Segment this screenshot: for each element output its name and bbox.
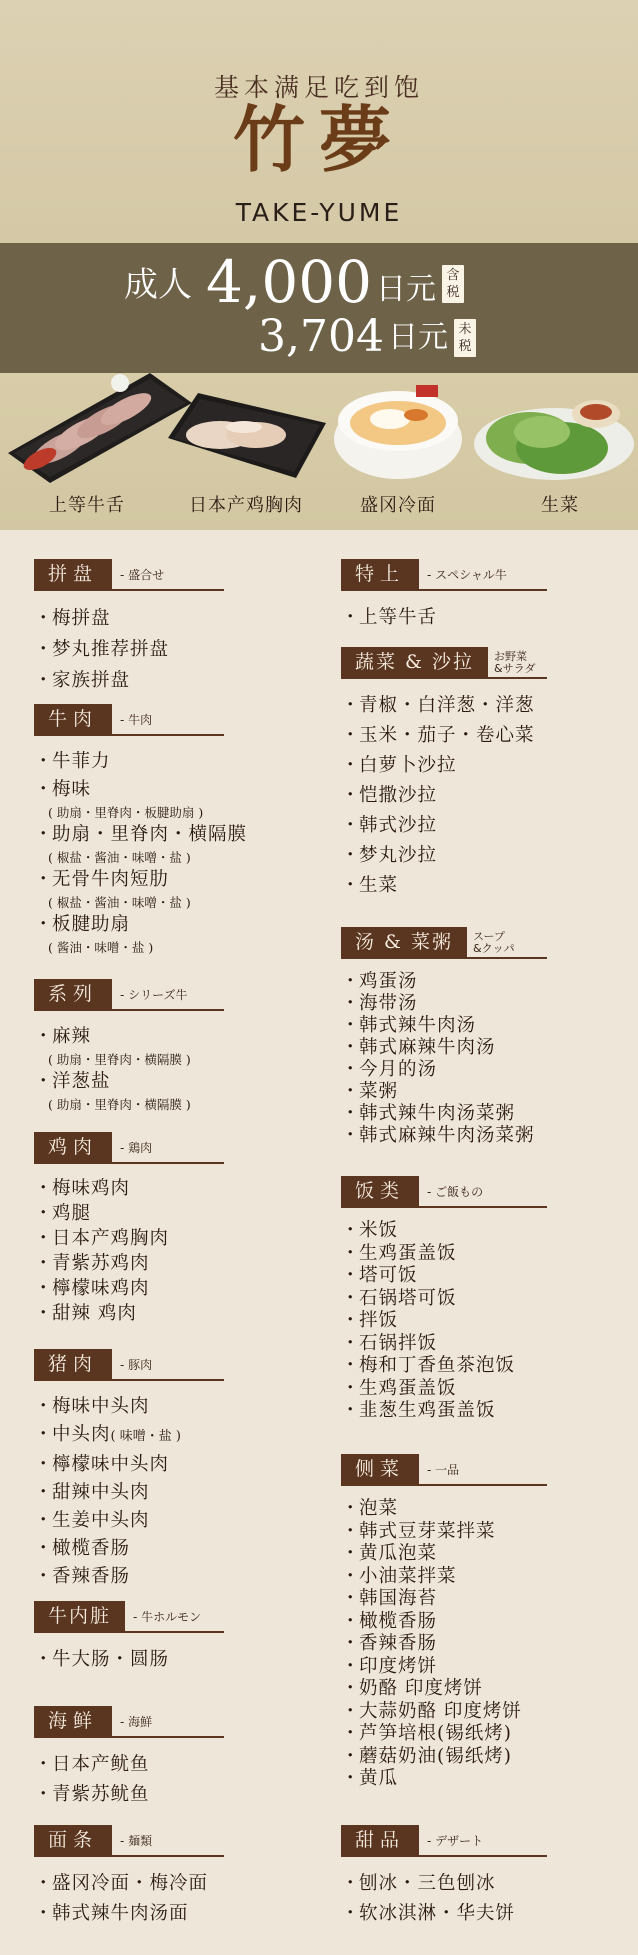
menu-item: ・韩式辣牛肉汤面 xyxy=(34,1903,189,1924)
menu-item: ・恺撒沙拉 xyxy=(341,785,438,806)
menu-item: ・梅味中头肉 xyxy=(34,1396,150,1417)
menu-item: ・日本产鱿鱼 xyxy=(34,1754,150,1775)
menu-item: ・橄榄香肠 xyxy=(341,1610,438,1632)
menu-item: ・梦丸沙拉 xyxy=(341,845,438,866)
menu-item: ・生鸡蛋盖饭 xyxy=(341,1377,457,1399)
photo-label-cold-noodles: 盛冈冷面 xyxy=(360,495,436,516)
menu-item: ・软冰淇淋・华夫饼 xyxy=(341,1903,516,1924)
tagline: 基本满足吃到饱 xyxy=(213,73,424,102)
menu-item: ・芦笋培根(锡纸烤) xyxy=(341,1723,512,1744)
menu-item: ・韩式豆芽菜拌菜 xyxy=(341,1520,496,1542)
section-seafood xyxy=(34,1707,224,1810)
price-incl-amount: 4,000 xyxy=(206,248,373,316)
menu-list xyxy=(341,1498,547,1791)
tax-included-badge: 含税 xyxy=(442,265,464,303)
menu-item: ・梅味 ( 助扇・里脊肉・板腱助扇 ) xyxy=(34,776,224,821)
menu-item: ・黄瓜泡菜 xyxy=(341,1543,438,1564)
section-title: 面条 xyxy=(34,1825,112,1856)
section-title: 侧菜 xyxy=(341,1454,419,1485)
section-title: 牛内脏 xyxy=(34,1601,125,1632)
section-subtitle: スープ &クッパ xyxy=(473,929,515,955)
cold-noodles-photo xyxy=(332,381,464,481)
menu-item: ・泡菜 xyxy=(341,1498,399,1519)
menu-item: ・黄瓜 xyxy=(341,1768,399,1789)
lettuce-photo xyxy=(470,388,636,488)
section-title: 猪肉 xyxy=(34,1349,112,1380)
menu-item: ・韩国海苔 xyxy=(341,1588,438,1609)
menu-item: ・香辣香肠 xyxy=(34,1566,131,1587)
tax-excluded-badge: 未税 xyxy=(454,319,476,357)
menu-item: ・牛大肠・圆肠 xyxy=(34,1649,170,1670)
menu-item: ・香辣香肠 xyxy=(341,1633,438,1654)
menu-list xyxy=(34,1750,224,1810)
menu-item: ・檸檬味中头肉 xyxy=(34,1454,170,1475)
section-rice xyxy=(341,1177,547,1423)
menu-item: ・檸檬味鸡肉 xyxy=(34,1278,150,1299)
section-subtitle: - 一品 xyxy=(427,1463,460,1477)
price-excl-amount: 3,704 xyxy=(258,311,384,362)
menu-item: ・梅和丁香鱼茶泡饭 xyxy=(341,1355,516,1376)
menu-item: ・家族拼盘 xyxy=(34,670,131,691)
section-chicken xyxy=(34,1133,224,1326)
section-title: 牛肉 xyxy=(34,704,112,735)
section-offal xyxy=(34,1602,224,1675)
menu-item: ・韭葱生鸡蛋盖饭 xyxy=(341,1400,496,1421)
menu-item: ・橄榄香肠 xyxy=(34,1538,131,1559)
section-subtitle: - 牛ホルモン xyxy=(133,1610,202,1624)
section-title: 饭类 xyxy=(341,1176,419,1207)
menu-item: ・青椒・白洋葱・洋葱 xyxy=(341,695,535,716)
price-band xyxy=(0,243,638,373)
section-subtitle: - デザート xyxy=(427,1834,484,1848)
item-note: ( 酱油・味噌・盐 ) xyxy=(48,940,154,955)
menu-item: ・菜粥 xyxy=(341,1081,399,1102)
section-subtitle: - 牛肉 xyxy=(120,713,153,727)
section-subtitle: - ご飯もの xyxy=(427,1185,484,1199)
menu-item: ・盛冈冷面・梅冷面 xyxy=(34,1873,209,1894)
item-note: ( 助扇・里脊肉・横隔膜 ) xyxy=(48,1097,191,1112)
menu-item: ・无骨牛肉短肋 ( 椒盐・酱油・味噌・盐 ) xyxy=(34,866,224,911)
menu-item: ・梦丸推荐拼盘 xyxy=(34,639,170,660)
menu-item: ・韩式辣牛肉汤菜粥 xyxy=(341,1103,516,1124)
menu-item: ・韩式麻辣牛肉汤菜粥 xyxy=(341,1125,535,1146)
menu-item: ・中头肉( 味噌・盐 ) xyxy=(34,1424,181,1445)
section-title: 特上 xyxy=(341,559,419,590)
menu-list xyxy=(34,1645,224,1675)
menu-item: ・生菜 xyxy=(341,875,399,896)
photo-label-chicken-breast: 日本产鸡胸肉 xyxy=(189,495,303,516)
section-subtitle: - シリーズ牛 xyxy=(120,988,188,1002)
featured-photos xyxy=(0,373,638,530)
menu-item: ・白萝卜沙拉 xyxy=(341,755,457,776)
section-title: 拼盘 xyxy=(34,559,112,590)
section-soup-porridge xyxy=(341,928,547,1147)
menu-item: ・印度烤饼 xyxy=(341,1655,438,1677)
section-subtitle: - 盛合せ xyxy=(120,568,165,582)
menu-list xyxy=(341,1869,547,1929)
price-incl-unit: 日元 xyxy=(376,272,437,307)
menu-item: ・蘑菇奶油(锡纸烤) xyxy=(341,1745,512,1767)
menu-item: ・塔可饭 xyxy=(341,1265,418,1286)
menu-item: ・麻辣 ( 助扇・里脊肉・横隔膜 ) xyxy=(34,1023,224,1068)
menu-list xyxy=(341,1220,547,1423)
menu-item: ・青紫苏鸡肉 xyxy=(34,1253,150,1274)
section-title: 系列 xyxy=(34,979,112,1010)
section-vegetables-salad xyxy=(341,648,547,901)
menu-list xyxy=(34,603,224,696)
item-inline-note: ( 味噌・盐 ) xyxy=(110,1429,181,1444)
menu-item: ・甜辣中头肉 xyxy=(34,1482,150,1503)
menu-item: ・石锅塔可饭 xyxy=(341,1287,457,1309)
menu-item: ・小油菜拌菜 xyxy=(341,1565,457,1587)
menu-item: ・大蒜奶酪 印度烤饼 xyxy=(341,1700,522,1722)
section-desserts xyxy=(341,1826,547,1929)
section-subtitle: - 鶏肉 xyxy=(120,1141,153,1155)
menu-item: ・韩式沙拉 xyxy=(341,815,438,836)
section-title: 汤 & 菜粥 xyxy=(341,927,467,958)
price-excl-unit: 日元 xyxy=(387,320,448,355)
section-title: 甜品 xyxy=(341,1825,419,1856)
menu-item: ・梅味鸡肉 xyxy=(34,1178,131,1199)
section-title: 蔬菜 & 沙拉 xyxy=(341,647,488,678)
price-excl-tax xyxy=(258,311,476,362)
section-subtitle: - 海鮮 xyxy=(120,1715,153,1729)
menu-item: ・牛菲力 xyxy=(34,751,111,772)
menu-list xyxy=(34,1393,224,1591)
menu-item: ・鸡腿 xyxy=(34,1203,92,1224)
section-title: 海鲜 xyxy=(34,1706,112,1737)
brand-logo: 竹夢 xyxy=(232,97,405,182)
section-title: 鸡肉 xyxy=(34,1132,112,1163)
menu-list xyxy=(341,971,547,1147)
menu-item: ・鸡蛋汤 xyxy=(341,971,418,992)
section-noodles xyxy=(34,1826,224,1929)
menu-item: ・韩式麻辣牛肉汤 xyxy=(341,1037,496,1058)
section-subtitle: - 豚肉 xyxy=(120,1358,153,1372)
menu-item: ・韩式辣牛肉汤 xyxy=(341,1015,477,1036)
section-platters xyxy=(34,560,224,696)
menu-item: ・玉米・茄子・卷心菜 xyxy=(341,725,535,746)
hero-header xyxy=(0,0,638,243)
menu-item: ・生鸡蛋盖饭 xyxy=(341,1242,457,1264)
menu-list xyxy=(34,748,248,956)
brand-logo-english: TAKE-YUME xyxy=(235,198,403,227)
section-premium xyxy=(341,560,547,633)
photo-label-lettuce: 生菜 xyxy=(541,495,579,516)
menu-list xyxy=(341,691,547,901)
menu-item: ・今月的汤 xyxy=(341,1059,438,1080)
menu-item: ・甜辣 鸡肉 xyxy=(34,1303,137,1324)
menu-item: ・洋葱盐 ( 助扇・里脊肉・横隔膜 ) xyxy=(34,1068,224,1113)
photo-label-beef-tongue: 上等牛舌 xyxy=(49,495,125,516)
item-note: ( 助扇・里脊肉・横隔膜 ) xyxy=(48,1052,191,1067)
menu-item: ・奶酪 印度烤饼 xyxy=(341,1678,483,1699)
section-subtitle: お野菜 &サラダ xyxy=(494,649,536,675)
item-note: ( 椒盐・酱油・味噌・盐 ) xyxy=(48,895,191,910)
item-note: ( 椒盐・酱油・味噌・盐 ) xyxy=(48,850,191,865)
menu-item: ・板腱助扇 ( 酱油・味噌・盐 ) xyxy=(34,911,224,956)
price-incl-tax xyxy=(124,248,464,316)
menu-item: ・刨冰・三色刨冰 xyxy=(341,1873,496,1894)
chicken-breast-photo xyxy=(158,393,330,483)
item-note: ( 助扇・里脊肉・板腱助扇 ) xyxy=(48,805,204,820)
menu-item: ・梅拼盘 xyxy=(34,608,111,629)
section-series xyxy=(34,980,224,1113)
menu-item: ・助扇・里脊肉・横隔膜 ( 椒盐・酱油・味噌・盐 ) xyxy=(34,824,248,865)
section-subtitle: - 麺類 xyxy=(120,1834,153,1848)
menu-list xyxy=(34,1176,224,1326)
section-side-dishes xyxy=(341,1455,547,1791)
section-beef xyxy=(34,705,248,956)
menu-item: ・米饭 xyxy=(341,1220,399,1241)
menu-item: ・生姜中头肉 xyxy=(34,1510,150,1531)
menu-item: ・拌饭 xyxy=(341,1310,399,1331)
menu-item: ・石锅拌饭 xyxy=(341,1332,438,1354)
menu-item: ・青紫苏鱿鱼 xyxy=(34,1784,150,1805)
section-pork xyxy=(34,1350,224,1591)
adult-label: 成人 xyxy=(124,265,192,305)
menu-list xyxy=(341,603,547,633)
section-subtitle: - スペシャル牛 xyxy=(427,568,507,582)
menu-item: ・海带汤 xyxy=(341,993,418,1014)
menu-item: ・上等牛舌 xyxy=(341,607,438,628)
menu-list xyxy=(34,1869,224,1929)
menu-item: ・日本产鸡胸肉 xyxy=(34,1228,170,1249)
menu-list xyxy=(34,1023,224,1113)
